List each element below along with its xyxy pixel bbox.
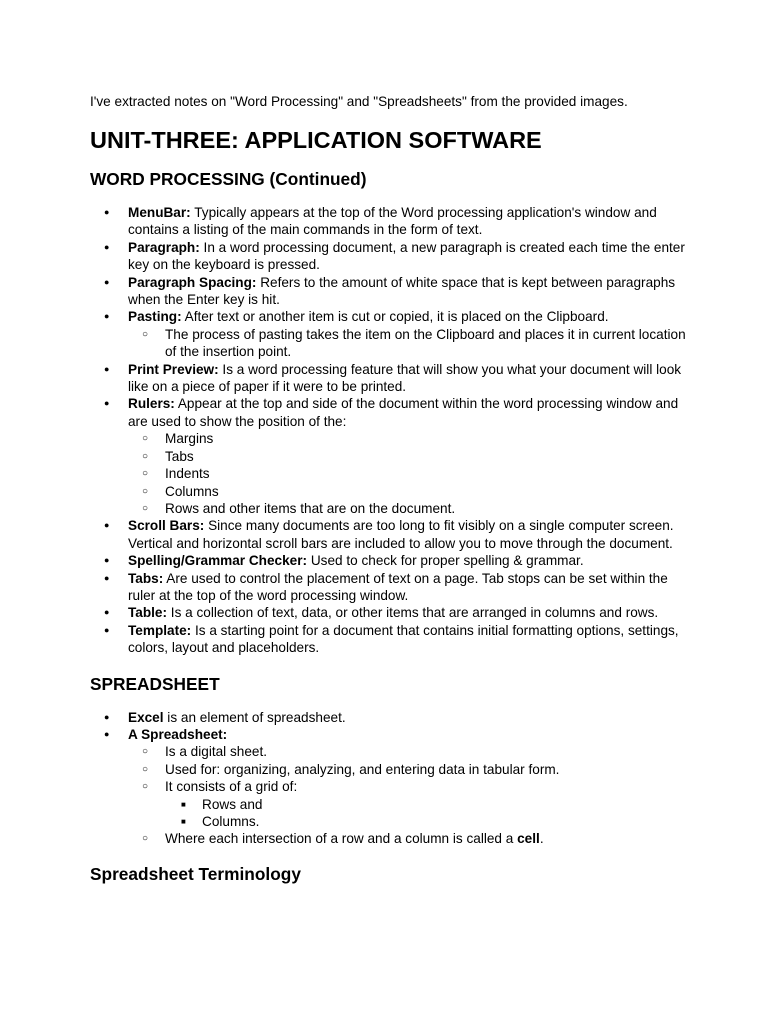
term-definition: Refers to the amount of white space that is kept between paragraphs when the Enter key is hit. <box>128 274 676 308</box>
list-item <box>90 204 690 239</box>
term-definition: Used to check for proper spelling & grammar. <box>307 553 584 569</box>
sub-list-item: ○ Is a digital sheet. <box>128 743 690 760</box>
term-label: Template: <box>128 622 192 638</box>
list-item <box>90 308 690 360</box>
term-definition: is an element of spreadsheet. <box>163 709 346 725</box>
list-item <box>90 709 690 726</box>
term-definition: Is a word processing feature that will show you what your document will look like on a piece of paper if it were to be printed. <box>128 361 682 395</box>
term-label: Pasting: <box>128 309 182 325</box>
list-item <box>90 570 690 605</box>
sub-list-item: ○ Tabs <box>128 448 690 465</box>
sub-list-item: ○ Indents <box>128 465 690 482</box>
term-definition: Is a collection of text, data, or other items that are arranged in columns and rows. <box>167 605 659 621</box>
grid-list-item: ■ Rows and <box>165 796 690 813</box>
cell-term: cell <box>517 831 540 847</box>
term-label: Spelling/Grammar Checker: <box>128 553 308 569</box>
sub-list-item <box>128 830 690 847</box>
term-definition: Since many documents are too long to fit visibly on a single computer screen. Vertical and horizontal scroll bars are included to allow you to move through the document. <box>128 518 674 551</box>
unit-title: UNIT-THREE: APPLICATION SOFTWARE <box>90 127 542 153</box>
term-label: Print Preview: <box>128 361 219 377</box>
term-label: Rulers: <box>128 396 175 412</box>
terminology-heading: Spreadsheet Terminology <box>90 863 301 884</box>
term-label: Excel <box>128 709 164 725</box>
sub-list-item: ○ The process of pasting takes the item on the Clipboard and places it in current location of the insertion point. <box>128 326 690 361</box>
list-item <box>90 239 690 274</box>
list-item <box>90 395 690 517</box>
term-label: Tabs: <box>128 570 164 586</box>
list-item <box>90 622 690 657</box>
list-item <box>90 726 690 848</box>
spreadsheet-heading: SPREADSHEET <box>90 673 220 694</box>
sub-list-item: ○ Columns <box>128 483 690 500</box>
term-label: Paragraph: <box>128 239 200 255</box>
sub-list-item: ○ Margins <box>128 430 690 447</box>
list-item <box>90 361 690 396</box>
document-page <box>90 93 690 885</box>
word-processing-list <box>90 204 690 657</box>
list-item <box>90 517 690 552</box>
sub-list-text: It consists of a grid of: <box>165 779 298 795</box>
sub-list-text: . <box>539 831 544 847</box>
term-label: Paragraph Spacing: <box>128 274 257 290</box>
term-label: MenuBar: <box>128 205 191 220</box>
sub-list <box>128 430 690 517</box>
spreadsheet-list <box>90 709 690 848</box>
term-label: Table: <box>128 605 168 621</box>
term-definition: Are used to control the placement of text on a page. Tab stops can be set within the ruler at the top of the word processing window. <box>128 570 668 603</box>
sub-list <box>128 326 690 361</box>
intro-text: I've extracted notes on "Word Processing" and "Spreadsheets" from the provided images. <box>90 94 628 109</box>
term-definition: Appear at the top and side of the document within the word processing window and are used to show the position of the: <box>128 396 679 429</box>
term-definition: In a word processing document, a new paragraph is created each time the enter key on the keyboard is pressed. <box>128 239 685 273</box>
term-definition: After text or another item is cut or copied, it is placed on the Clipboard. <box>181 309 609 325</box>
list-item <box>90 604 690 621</box>
word-processing-heading: WORD PROCESSING (Continued) <box>90 169 367 189</box>
term-label: Scroll Bars: <box>128 518 205 534</box>
list-item <box>90 274 690 309</box>
term-definition: Typically appears at the top of the Word processing application's window and contains a listing of the main commands in the form of text. <box>128 205 657 238</box>
sub-list-item: ○ Rows and other items that are on the document. <box>128 500 690 517</box>
list-item <box>90 552 690 569</box>
term-definition: Is a starting point for a document that contains initial formatting options, settings, colors, layout and placeholders. <box>128 622 679 656</box>
term-label: A Spreadsheet: <box>128 726 228 742</box>
sub-list-item <box>128 778 690 830</box>
sub-list-item: ○ Used for: organizing, analyzing, and entering data in tabular form. <box>128 761 690 778</box>
sub-list <box>128 743 690 847</box>
grid-list <box>165 796 690 831</box>
grid-list-item: ■ Columns. <box>165 813 690 830</box>
sub-list-text: Where each intersection of a row and a column is called a <box>165 831 518 847</box>
